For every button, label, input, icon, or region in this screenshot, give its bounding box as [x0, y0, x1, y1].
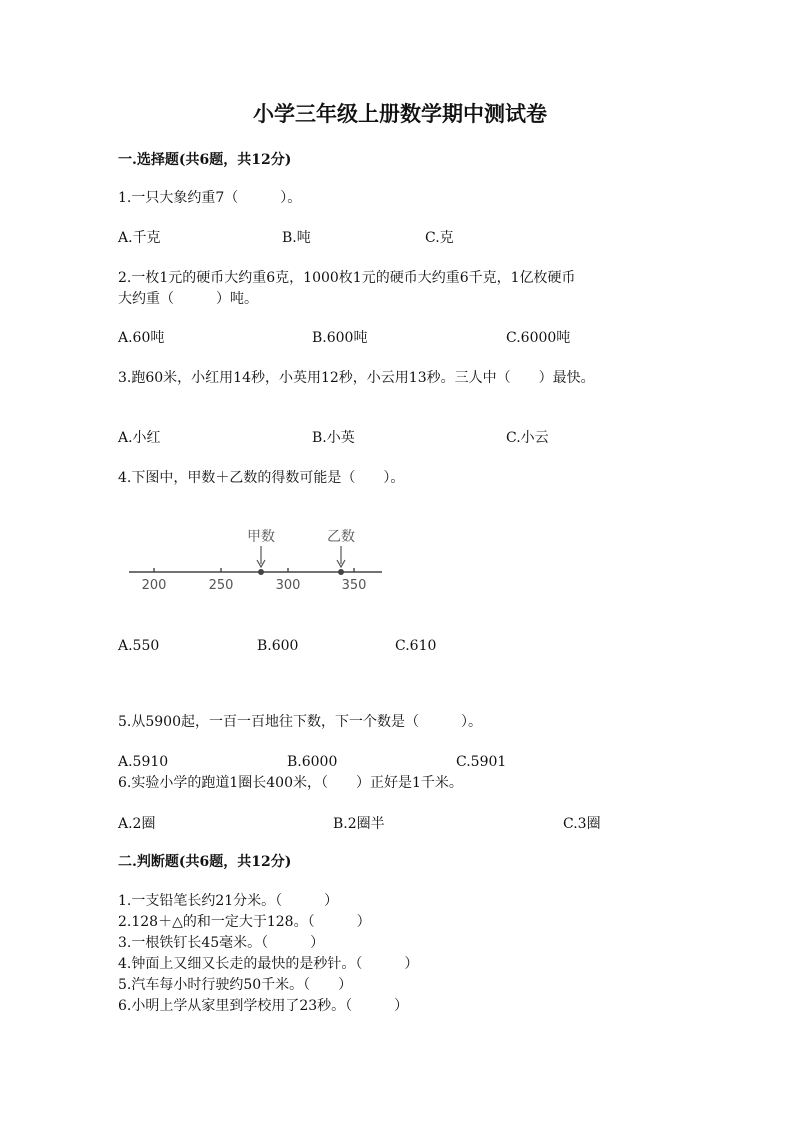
question-6-option-b: B.2圈半	[333, 816, 385, 832]
question-4-option-b: B.600	[257, 638, 299, 654]
question-6-stem: 6.实验小学的跑道1圈长400米，（ ）正好是1千米。	[118, 775, 463, 791]
question-3-option-b: B.小英	[312, 430, 355, 446]
question-6-option-c: C.3圈	[563, 816, 601, 832]
judgement-item-2: 2.128＋△的和一定大于128。（ ）	[118, 914, 371, 930]
tick-label-200: 200	[141, 578, 167, 593]
question-3-option-c: C.小云	[506, 430, 549, 446]
judgement-item-5: 5.汽车每小时行驶约50千米。（ ）	[118, 977, 353, 993]
question-4-option-c: C.610	[395, 638, 437, 654]
judgement-item-6: 6.小明上学从家里到学校用了23秒。（ ）	[118, 998, 409, 1014]
question-2-option-c: C.6000吨	[506, 330, 571, 346]
question-4-option-a: A.550	[118, 638, 160, 654]
question-2-stem-line2: 大约重（ ）吨。	[118, 291, 258, 307]
question-4-stem: 4.下图中，甲数＋乙数的得数可能是（ ）。	[118, 470, 405, 486]
label-yi: 乙数	[327, 529, 355, 545]
question-5-stem: 5.从5900起，一百一百地往下数，下一个数是（ ）。	[118, 714, 482, 730]
question-1-stem: 1.一只大象约重7（ ）。	[118, 190, 302, 206]
judgement-item-3: 3.一根铁钉长45毫米。（ ）	[118, 935, 325, 951]
question-1-option-a: A.千克	[118, 230, 161, 246]
judgement-item-4: 4.钟面上又细又长走的最快的是秒针。（ ）	[118, 956, 419, 972]
section-heading-judgement: 二.判断题(共6题，共12分)	[118, 854, 292, 870]
label-jia: 甲数	[247, 529, 275, 545]
tick-label-350: 350	[341, 578, 367, 593]
question-5-option-a: A.5910	[118, 754, 169, 770]
question-2-option-a: A.60吨	[118, 330, 165, 346]
question-1-option-c: C.克	[425, 230, 454, 246]
section-heading-choice: 一.选择题(共6题，共12分)	[118, 152, 292, 168]
question-5-option-c: C.5901	[456, 754, 507, 770]
question-5-option-b: B.6000	[287, 754, 338, 770]
question-1-option-b: B.吨	[282, 230, 311, 246]
page-title: 小学三年级上册数学期中测试卷	[253, 101, 547, 126]
question-2-stem-line1: 2.一枚1元的硬币大约重6克，1000枚1元的硬币大约重6千克，1亿枚硬币	[118, 270, 576, 286]
question-3-stem: 3.跑60米，小红用14秒，小英用12秒，小云用13秒。三人中（ ）最快。	[118, 370, 595, 386]
tick-label-300: 300	[275, 578, 301, 593]
tick-label-250: 250	[208, 578, 234, 593]
point-yi	[338, 569, 344, 575]
question-6-option-a: A.2圈	[118, 816, 156, 832]
question-2-option-b: B.600吨	[312, 330, 368, 346]
question-3-option-a: A.小红	[118, 430, 161, 446]
judgement-item-1: 1.一支铅笔长约21分米。（ ）	[118, 893, 339, 909]
number-line-figure	[125, 522, 387, 594]
point-jia	[258, 569, 264, 575]
